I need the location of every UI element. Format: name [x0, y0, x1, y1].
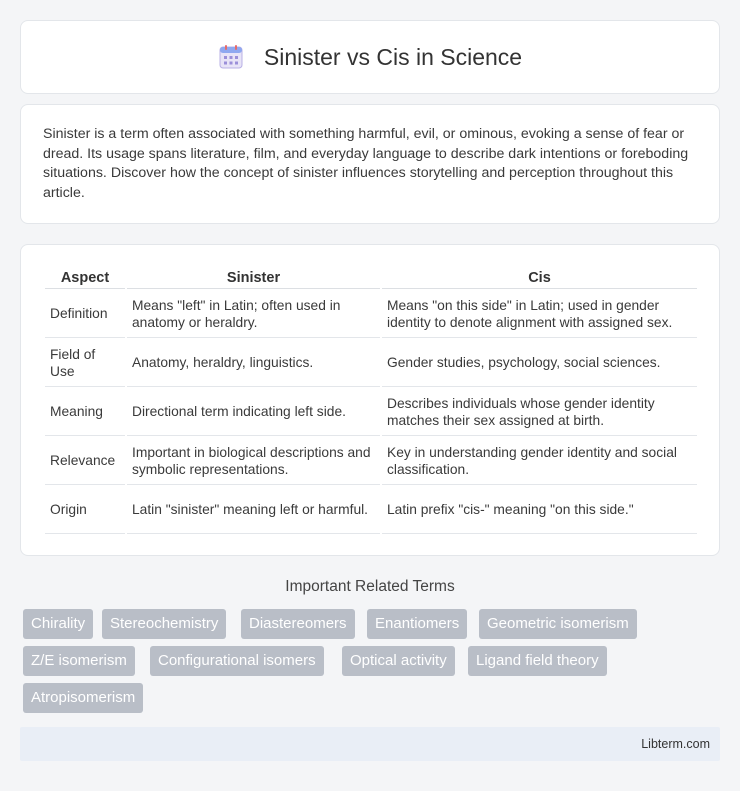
table-cell-cis: Latin prefix "cis-" meaning "on this side.": [382, 487, 697, 534]
table-row: [45, 487, 697, 534]
page-title: Sinister vs Cis in Science: [263, 43, 523, 70]
table-row: [45, 389, 697, 436]
table-cell-cis: Means "on this side" in Latin; used in gender identity to denote alignment with assigned sex.: [382, 291, 697, 338]
header-card: [20, 20, 720, 94]
calendar-icon: [218, 44, 244, 70]
column-header-cis: Cis: [382, 267, 697, 289]
tag-optical-activity[interactable]: Optical activity: [342, 646, 455, 676]
tag-enantiomers[interactable]: Enantiomers: [367, 609, 467, 639]
table-cell-sinister: Anatomy, heraldry, linguistics.: [127, 340, 380, 387]
column-header-sinister: Sinister: [127, 267, 380, 289]
table-cell-sinister: Latin "sinister" meaning left or harmful.: [127, 487, 380, 534]
table-cell-aspect: Meaning: [45, 389, 125, 436]
tag-chirality[interactable]: Chirality: [23, 609, 93, 639]
related-terms-title: Important Related Terms: [285, 578, 455, 595]
table-cell-aspect: Field of Use: [45, 340, 125, 387]
table-cell-cis: Gender studies, psychology, social sciences.: [382, 340, 697, 387]
table-row: [45, 438, 697, 485]
column-header-aspect: Aspect: [45, 267, 125, 289]
intro-text: Sinister is a term often associated with something harmful, evil, or ominous, evoking a sense of fear or dread. Its usage spans literature, film, and everyday language to describe dark intentions or foreboding situations. Discover how the concept of sinister influences storytelling and perception throughout this article.: [43, 126, 689, 201]
table-cell-sinister: Means "left" in Latin; often used in anatomy or heraldry.: [127, 291, 380, 338]
footer: [20, 727, 720, 761]
comparison-card: [20, 244, 720, 556]
tag-atropisomerism[interactable]: Atropisomerism: [23, 683, 143, 713]
tag-diastereomers[interactable]: Diastereomers: [241, 609, 355, 639]
table-cell-sinister: Important in biological descriptions and symbolic representations.: [127, 438, 380, 485]
table-cell-aspect: Definition: [45, 291, 125, 338]
tag-ligand-field-theory[interactable]: Ligand field theory: [468, 646, 607, 676]
table-cell-cis: Key in understanding gender identity and social classification.: [382, 438, 697, 485]
comparison-table: [43, 265, 699, 536]
table-cell-aspect: Relevance: [45, 438, 125, 485]
intro-card: [20, 104, 720, 224]
tag-ze-isomerism[interactable]: Z/E isomerism: [23, 646, 135, 676]
table-cell-aspect: Origin: [45, 487, 125, 534]
table-cell-cis: Describes individuals whose gender identity matches their sex assigned at birth.: [382, 389, 697, 436]
tag-configurational-isomers[interactable]: Configurational isomers: [150, 646, 324, 676]
table-row: [45, 340, 697, 387]
table-cell-sinister: Directional term indicating left side.: [127, 389, 380, 436]
table-row: [45, 291, 697, 338]
tag-stereochemistry[interactable]: Stereochemistry: [102, 609, 226, 639]
tag-geometric-isomerism[interactable]: Geometric isomerism: [479, 609, 637, 639]
footer-brand-link[interactable]: Libterm.com: [641, 737, 710, 751]
